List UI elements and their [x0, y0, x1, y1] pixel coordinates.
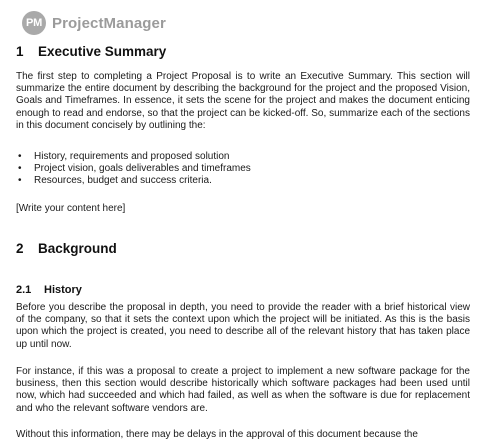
heading-executive-summary: [16, 44, 166, 59]
heading-number: 2.1: [16, 284, 32, 296]
list-item: • History, requirements and proposed solution: [16, 151, 251, 163]
history-paragraph-2: For instance, if this was a proposal to create a project to implement a new software package for the business, then this section would describe historically which software packages had been used until now, which had succeeded and which had failed, as well as when the software is due for replacement and who the relevant software vendors are.: [16, 366, 470, 414]
logo-name: ProjectManager: [52, 14, 166, 32]
list-item: • Resources, budget and success criteria.: [16, 175, 251, 187]
heading-number: 1: [16, 44, 24, 59]
list-item: • Project vision, goals deliverables and timeframes: [16, 163, 251, 175]
heading-title: Background: [38, 241, 117, 256]
history-paragraph-1: Before you describe the proposal in depth, you need to provide the reader with a brief historical view of the company, so that it sets the context upon which the project will be initiated. As this is the basis upon which the project is created, you need to describe all of the relevant history that has taken place up until now.: [16, 302, 470, 350]
history-paragraph-3: Without this information, there may be delays in the approval of this document because the: [16, 429, 418, 440]
logo-mark: PM: [22, 11, 46, 35]
heading-title: History: [44, 284, 82, 296]
heading-number: 2: [16, 241, 24, 256]
heading-title: Executive Summary: [38, 44, 167, 59]
executive-summary-list: [16, 151, 251, 188]
heading-background: [16, 241, 117, 256]
logo: [22, 9, 166, 37]
content-placeholder: [Write your content here]: [16, 203, 126, 214]
heading-history: [16, 284, 82, 296]
executive-summary-paragraph: The first step to completing a Project Proposal is to write an Executive Summary. This section will summarize the entire document by describing the background for the project and the proposed Vision, Goals and Timeframes. In essence, it sets the scene for the project and makes the document enticing enough to read and endorse, so that the project can be kicked-off. So, summarize each of the sections in this document concisely by outlining the:: [16, 71, 470, 131]
